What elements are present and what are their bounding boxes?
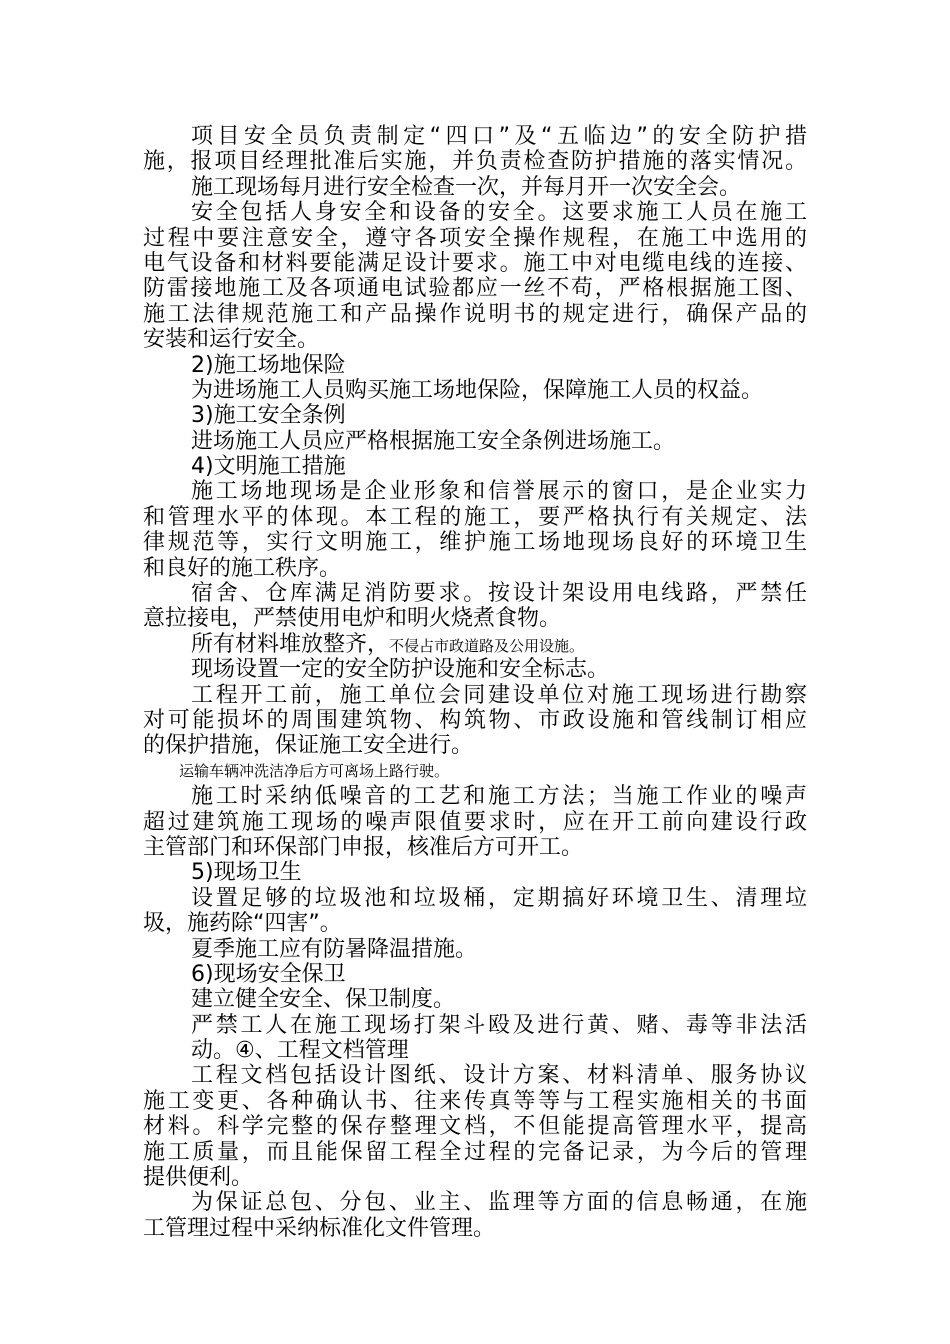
text-line: 材料。科学完整的保存整理文档，不但能提高管理水平，提高 [143,1114,807,1140]
text-line: 主管部门和环保部门申报，核准后方可开工。 [143,834,584,860]
body-text [143,124,807,1241]
text-line: 工程开工前，施工单位会同建设单位对施工现场进行勘察 [191,682,807,708]
text-line: 安装和运行安全。 [143,327,320,353]
text-line: 意拉接电，严禁使用电炉和明火烧煮食物。 [143,606,562,632]
text-line: 设置足够的垃圾池和垃圾桶，定期搞好环境卫生、清理垃 [191,885,807,911]
text-line: 防雷接地施工及各项通电试验都应一丝不苟，严格根据施工图、 [143,276,807,302]
text-line: 施工场地现场是企业形象和信誉展示的窗口，是企业实力 [191,479,807,505]
text-line: 严禁工人在施工现场打架斗殴及进行黄、赌、毒等非法活 [191,1012,807,1038]
section-heading: 4)文明施工措施 [191,454,346,480]
text-line: 安全包括人身安全和设备的安全。这要求施工人员在施工 [191,200,807,226]
small-text-line: 运输车辆冲洗洁净后方可离场上路行驶。 [179,761,450,780]
text-segment: 所有材料堆放整齐， [191,631,390,657]
text-line: 施工现场每月进行安全检查一次，并每月开一次安全会。 [191,174,742,200]
text-line: 过程中要注意安全，遵守各项安全操作规程，在施工中选用的 [143,225,807,251]
text-line: 和良好的施工秩序。 [143,555,342,581]
text-line: 施工变更、各种确认书、往来传真等等与工程实施相关的书面 [143,1088,807,1114]
text-line: 进场施工人员应严格根据施工安全条例进场施工。 [191,428,676,454]
text-line: 和管理水平的体现。本工程的施工，要严格执行有关规定、法 [143,504,807,530]
text-line: 动。④、工程文档管理 [191,1038,409,1064]
text-line: 宿舍、仓库满足消防要求。按设计架设用电线路，严禁任 [191,581,807,607]
section-heading: 2)施工场地保险 [191,352,346,378]
section-heading: 6)现场安全保卫 [191,961,346,987]
text-line: 项目安全员负责制定“四口”及“五临边”的安全防护措 [191,124,807,149]
text-line: 圾，施药除“四害”。 [143,911,342,937]
text-line: 的保护措施，保证施工安全进行。 [143,733,474,759]
text-line: 夏季施工应有防暑降温措施。 [191,936,478,962]
text-line: 现场设置一定的安全防护设施和安全标志。 [191,657,610,683]
text-line: 提供便利。 [143,1165,254,1191]
text-line: 施工质量，而且能保留工程全过程的完备记录，为今后的管理 [143,1139,807,1165]
small-text-segment: 不侵占市政道路及公用设施。 [389,636,585,655]
section-heading: 5)现场卫生 [191,860,302,886]
text-line: 施工法律规范施工和产品操作说明书的规定进行，确保产品的 [143,301,807,327]
text-line: 施，报项目经理批准后实施，并负责检查防护措施的落实情况。 [143,149,807,175]
text-line: 工管理过程中采纳标准化文件管理。 [143,1215,496,1241]
text-line: 超过建筑施工现场的噪声限值要求时，应在开工前向建设行政 [143,809,807,835]
text-line: 为保证总包、分包、业主、监理等方面的信息畅通，在施 [191,1190,807,1216]
section-heading: 3)施工安全条例 [191,403,346,429]
text-line [143,632,807,657]
text-line: 建立健全安全、保卫制度。 [191,987,456,1013]
text-line: 对可能损坏的周围建筑物、构筑物、市政设施和管线制订相应 [143,707,807,733]
text-line: 工程文档包括设计图纸、设计方案、材料清单、服务协议 [191,1063,807,1089]
text-line: 为进场施工人员购买施工场地保险，保障施工人员的权益。 [191,377,764,403]
text-line: 施工时采纳低噪音的工艺和施工方法；当施工作业的噪声 [191,784,807,810]
text-line: 律规范等，实行文明施工，维护施工场地现场良好的环境卫生 [143,530,807,556]
text-line: 电气设备和材料要能满足设计要求。施工中对电缆电线的连接、 [143,250,807,276]
